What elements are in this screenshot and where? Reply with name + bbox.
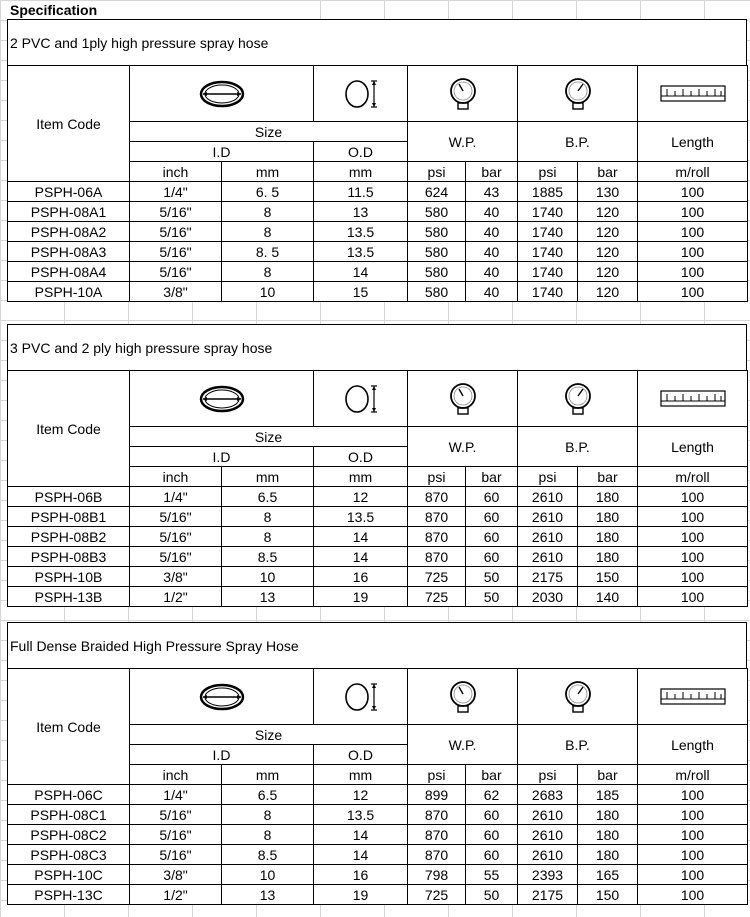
item-code-header [8, 669, 130, 785]
value-cell: 12 [314, 487, 408, 507]
item-code-cell: PSPH-08C2 [8, 825, 130, 845]
length-label: Length [671, 133, 714, 150]
section-title [7, 622, 747, 668]
bp-header [518, 725, 638, 765]
item-code-cell: PSPH-08A2 [8, 222, 130, 242]
value-cell: 120 [578, 222, 638, 242]
unit-cell: m/roll [638, 467, 748, 487]
bp-header [518, 427, 638, 467]
hose-section-icon-cell [130, 669, 314, 725]
pressure-gauge-icon [448, 75, 478, 113]
unit-cell: psi [518, 467, 578, 487]
od-icon-cell [314, 669, 408, 725]
value-cell: 2610 [518, 825, 578, 845]
value-cell: 100 [638, 202, 748, 222]
value-cell: 2610 [518, 487, 578, 507]
value-cell: 1740 [518, 262, 578, 282]
unit-cell: mm [222, 765, 314, 785]
table-row [8, 527, 748, 547]
size-label: Size [254, 726, 283, 743]
item-code-header [8, 66, 130, 182]
item-code-cell: PSPH-08A4 [8, 262, 130, 282]
value-cell: 180 [578, 487, 638, 507]
value-cell: 120 [578, 262, 638, 282]
unit-cell: bar [466, 765, 518, 785]
value-cell: 13.5 [314, 507, 408, 527]
table-row [8, 865, 748, 885]
unit-cell: bar [466, 467, 518, 487]
value-cell: 13.5 [314, 242, 408, 262]
value-cell: 60 [466, 845, 518, 865]
unit-cell: inch [130, 467, 222, 487]
pressure-gauge-icon [563, 380, 593, 418]
value-cell: 100 [638, 182, 748, 202]
value-cell: 1740 [518, 242, 578, 262]
wp-label: W.P. [448, 736, 477, 753]
value-cell: 100 [638, 885, 748, 905]
value-cell: 5/16" [130, 242, 222, 262]
table-row [8, 242, 748, 262]
value-cell: 1/4" [130, 182, 222, 202]
item-code-cell: PSPH-08C3 [8, 845, 130, 865]
value-cell: 2610 [518, 845, 578, 865]
value-cell: 8 [222, 825, 314, 845]
bp-gauge-icon-cell [518, 371, 638, 427]
value-cell: 1/4" [130, 785, 222, 805]
pressure-gauge-icon [563, 678, 593, 716]
value-cell: 725 [408, 587, 466, 607]
value-cell: 100 [638, 865, 748, 885]
unit-cell: psi [518, 765, 578, 785]
length-ruler-icon-cell [638, 371, 748, 427]
value-cell: 13 [222, 587, 314, 607]
value-cell: 624 [408, 182, 466, 202]
value-cell: 2030 [518, 587, 578, 607]
value-cell: 870 [408, 547, 466, 567]
spec-section-1 [7, 19, 747, 302]
pressure-gauge-icon [563, 75, 593, 113]
item-code-label: Item Code [36, 420, 101, 437]
value-cell: 19 [314, 587, 408, 607]
value-cell: 725 [408, 567, 466, 587]
value-cell: 14 [314, 262, 408, 282]
table-row [8, 262, 748, 282]
value-cell: 3/8" [130, 282, 222, 302]
bp-label: B.P. [565, 438, 590, 455]
value-cell: 180 [578, 547, 638, 567]
size-header [130, 122, 408, 142]
section-title [7, 324, 747, 370]
table-row [8, 547, 748, 567]
value-cell: 5/16" [130, 222, 222, 242]
value-cell: 50 [466, 587, 518, 607]
outer-diameter-caliper-icon [341, 77, 381, 111]
value-cell: 6.5 [222, 487, 314, 507]
value-cell: 12 [314, 785, 408, 805]
value-cell: 8.5 [222, 845, 314, 865]
value-cell: 150 [578, 885, 638, 905]
id-header [130, 142, 314, 162]
value-cell: 165 [578, 865, 638, 885]
value-cell: 5/16" [130, 547, 222, 567]
value-cell: 13 [314, 202, 408, 222]
value-cell: 120 [578, 202, 638, 222]
value-cell: 8 [222, 202, 314, 222]
item-code-cell: PSPH-08B3 [8, 547, 130, 567]
value-cell: 3/8" [130, 865, 222, 885]
value-cell: 150 [578, 567, 638, 587]
hose-cross-section-icon [197, 682, 247, 712]
spec-table [7, 65, 748, 302]
od-label: O.D [348, 746, 373, 763]
item-code-cell: PSPH-08B1 [8, 507, 130, 527]
value-cell: 5/16" [130, 805, 222, 825]
length-ruler-icon-cell [638, 669, 748, 725]
value-cell: 580 [408, 242, 466, 262]
value-cell: 8 [222, 507, 314, 527]
value-cell: 180 [578, 845, 638, 865]
value-cell: 870 [408, 507, 466, 527]
value-cell: 120 [578, 242, 638, 262]
section-title-text: Full Dense Braided High Pressure Spray Hose [10, 637, 299, 654]
value-cell: 55 [466, 865, 518, 885]
table-row [8, 282, 748, 302]
value-cell: 180 [578, 507, 638, 527]
value-cell: 5/16" [130, 845, 222, 865]
item-code-cell: PSPH-08C1 [8, 805, 130, 825]
value-cell: 2683 [518, 785, 578, 805]
unit-cell: psi [408, 162, 466, 182]
value-cell: 1740 [518, 202, 578, 222]
hose-cross-section-icon [197, 79, 247, 109]
value-cell: 60 [466, 487, 518, 507]
value-cell: 870 [408, 845, 466, 865]
value-cell: 50 [466, 567, 518, 587]
value-cell: 580 [408, 262, 466, 282]
pressure-gauge-icon [448, 678, 478, 716]
value-cell: 120 [578, 282, 638, 302]
value-cell: 100 [638, 222, 748, 242]
wp-label: W.P. [448, 133, 477, 150]
value-cell: 100 [638, 587, 748, 607]
unit-cell: bar [466, 162, 518, 182]
value-cell: 8 [222, 805, 314, 825]
item-code-cell: PSPH-08B2 [8, 527, 130, 547]
pressure-gauge-icon [448, 380, 478, 418]
value-cell: 100 [638, 785, 748, 805]
unit-cell: mm [314, 162, 408, 182]
spec-section-2 [7, 324, 747, 607]
value-cell: 5/16" [130, 507, 222, 527]
value-cell: 8.5 [222, 547, 314, 567]
unit-cell: bar [578, 162, 638, 182]
unit-cell: m/roll [638, 162, 748, 182]
unit-cell: inch [130, 162, 222, 182]
value-cell: 60 [466, 825, 518, 845]
value-cell: 130 [578, 182, 638, 202]
value-cell: 16 [314, 865, 408, 885]
size-label: Size [254, 428, 283, 445]
value-cell: 2610 [518, 805, 578, 825]
bp-gauge-icon-cell [518, 66, 638, 122]
od-header [314, 142, 408, 162]
od-icon-cell [314, 66, 408, 122]
value-cell: 14 [314, 547, 408, 567]
table-row [8, 825, 748, 845]
unit-cell: psi [408, 467, 466, 487]
page-title: Specification [10, 1, 310, 19]
value-cell: 8 [222, 527, 314, 547]
value-cell: 100 [638, 487, 748, 507]
value-cell: 3/8" [130, 567, 222, 587]
table-row [8, 805, 748, 825]
spec-section-3 [7, 622, 747, 905]
od-label: O.D [348, 143, 373, 160]
od-header [314, 745, 408, 765]
value-cell: 40 [466, 282, 518, 302]
section-title-text: 3 PVC and 2 ply high pressure spray hose [10, 339, 273, 356]
value-cell: 100 [638, 805, 748, 825]
value-cell: 100 [638, 262, 748, 282]
od-icon-cell [314, 371, 408, 427]
unit-cell: mm [314, 765, 408, 785]
wp-label: W.P. [448, 438, 477, 455]
item-code-cell: PSPH-08A3 [8, 242, 130, 262]
value-cell: 100 [638, 507, 748, 527]
value-cell: 870 [408, 487, 466, 507]
measuring-ruler-icon [659, 687, 727, 707]
unit-cell: psi [408, 765, 466, 785]
hose-section-icon-cell [130, 371, 314, 427]
table-row [8, 202, 748, 222]
table-row [8, 885, 748, 905]
value-cell: 2610 [518, 547, 578, 567]
outer-diameter-caliper-icon [341, 680, 381, 714]
value-cell: 1740 [518, 282, 578, 302]
value-cell: 10 [222, 282, 314, 302]
table-row [8, 587, 748, 607]
od-label: O.D [348, 448, 373, 465]
value-cell: 13.5 [314, 222, 408, 242]
value-cell: 100 [638, 242, 748, 262]
table-row [8, 487, 748, 507]
item-code-cell: PSPH-13C [8, 885, 130, 905]
table-row [8, 785, 748, 805]
value-cell: 60 [466, 507, 518, 527]
value-cell: 50 [466, 885, 518, 905]
value-cell: 5/16" [130, 262, 222, 282]
value-cell: 14 [314, 825, 408, 845]
unit-cell: inch [130, 765, 222, 785]
unit-cell: mm [314, 467, 408, 487]
value-cell: 100 [638, 527, 748, 547]
id-label: I.D [212, 448, 231, 465]
value-cell: 580 [408, 202, 466, 222]
value-cell: 14 [314, 845, 408, 865]
unit-cell: psi [518, 162, 578, 182]
value-cell: 2610 [518, 507, 578, 527]
value-cell: 8. 5 [222, 242, 314, 262]
outer-diameter-caliper-icon [341, 382, 381, 416]
spec-table [7, 370, 748, 607]
wp-gauge-icon-cell [408, 669, 518, 725]
unit-cell: mm [222, 162, 314, 182]
value-cell: 870 [408, 825, 466, 845]
value-cell: 1885 [518, 182, 578, 202]
item-code-cell: PSPH-10A [8, 282, 130, 302]
value-cell: 580 [408, 282, 466, 302]
wp-header [408, 122, 518, 162]
spec-table [7, 668, 748, 905]
value-cell: 798 [408, 865, 466, 885]
value-cell: 8 [222, 262, 314, 282]
value-cell: 2175 [518, 885, 578, 905]
hose-section-icon-cell [130, 66, 314, 122]
value-cell: 1/2" [130, 885, 222, 905]
value-cell: 140 [578, 587, 638, 607]
value-cell: 60 [466, 547, 518, 567]
value-cell: 60 [466, 527, 518, 547]
bp-label: B.P. [565, 736, 590, 753]
unit-cell: bar [578, 765, 638, 785]
value-cell: 19 [314, 885, 408, 905]
value-cell: 100 [638, 825, 748, 845]
section-title-text: 2 PVC and 1ply high pressure spray hose [10, 34, 269, 51]
length-header [638, 427, 748, 467]
unit-cell: m/roll [638, 765, 748, 785]
value-cell: 10 [222, 567, 314, 587]
wp-gauge-icon-cell [408, 66, 518, 122]
od-header [314, 447, 408, 467]
value-cell: 180 [578, 527, 638, 547]
size-header [130, 427, 408, 447]
value-cell: 15 [314, 282, 408, 302]
bp-gauge-icon-cell [518, 669, 638, 725]
wp-gauge-icon-cell [408, 371, 518, 427]
value-cell: 11.5 [314, 182, 408, 202]
value-cell: 725 [408, 885, 466, 905]
length-ruler-icon-cell [638, 66, 748, 122]
length-header [638, 122, 748, 162]
item-code-cell: PSPH-06A [8, 182, 130, 202]
wp-header [408, 427, 518, 467]
value-cell: 6.5 [222, 785, 314, 805]
table-row [8, 845, 748, 865]
value-cell: 40 [466, 202, 518, 222]
value-cell: 13 [222, 885, 314, 905]
value-cell: 2393 [518, 865, 578, 885]
value-cell: 100 [638, 547, 748, 567]
length-header [638, 725, 748, 765]
bp-label: B.P. [565, 133, 590, 150]
size-label: Size [254, 123, 283, 140]
item-code-cell: PSPH-10C [8, 865, 130, 885]
value-cell: 6. 5 [222, 182, 314, 202]
id-label: I.D [212, 143, 231, 160]
table-row [8, 182, 748, 202]
value-cell: 2175 [518, 567, 578, 587]
value-cell: 40 [466, 242, 518, 262]
item-code-cell: PSPH-06C [8, 785, 130, 805]
measuring-ruler-icon [659, 389, 727, 409]
item-code-cell: PSPH-13B [8, 587, 130, 607]
value-cell: 8 [222, 222, 314, 242]
value-cell: 5/16" [130, 825, 222, 845]
item-code-cell: PSPH-06B [8, 487, 130, 507]
measuring-ruler-icon [659, 84, 727, 104]
item-code-cell: PSPH-08A1 [8, 202, 130, 222]
section-title [7, 19, 747, 65]
value-cell: 100 [638, 567, 748, 587]
id-header [130, 447, 314, 467]
id-header [130, 745, 314, 765]
item-code-label: Item Code [36, 115, 101, 132]
value-cell: 1740 [518, 222, 578, 242]
value-cell: 40 [466, 222, 518, 242]
value-cell: 899 [408, 785, 466, 805]
item-code-cell: PSPH-10B [8, 567, 130, 587]
unit-cell: bar [578, 467, 638, 487]
table-row [8, 567, 748, 587]
hose-cross-section-icon [197, 384, 247, 414]
value-cell: 5/16" [130, 527, 222, 547]
value-cell: 14 [314, 527, 408, 547]
table-row [8, 507, 748, 527]
value-cell: 870 [408, 805, 466, 825]
value-cell: 100 [638, 845, 748, 865]
value-cell: 16 [314, 567, 408, 587]
value-cell: 100 [638, 282, 748, 302]
value-cell: 40 [466, 262, 518, 282]
bp-header [518, 122, 638, 162]
length-label: Length [671, 736, 714, 753]
value-cell: 1/4" [130, 487, 222, 507]
value-cell: 580 [408, 222, 466, 242]
value-cell: 62 [466, 785, 518, 805]
value-cell: 180 [578, 825, 638, 845]
unit-cell: mm [222, 467, 314, 487]
size-header [130, 725, 408, 745]
id-label: I.D [212, 746, 231, 763]
value-cell: 13.5 [314, 805, 408, 825]
item-code-label: Item Code [36, 718, 101, 735]
value-cell: 43 [466, 182, 518, 202]
value-cell: 870 [408, 527, 466, 547]
value-cell: 1/2" [130, 587, 222, 607]
table-row [8, 222, 748, 242]
value-cell: 5/16" [130, 202, 222, 222]
value-cell: 10 [222, 865, 314, 885]
length-label: Length [671, 438, 714, 455]
value-cell: 185 [578, 785, 638, 805]
value-cell: 2610 [518, 527, 578, 547]
item-code-header [8, 371, 130, 487]
value-cell: 180 [578, 805, 638, 825]
value-cell: 60 [466, 805, 518, 825]
wp-header [408, 725, 518, 765]
